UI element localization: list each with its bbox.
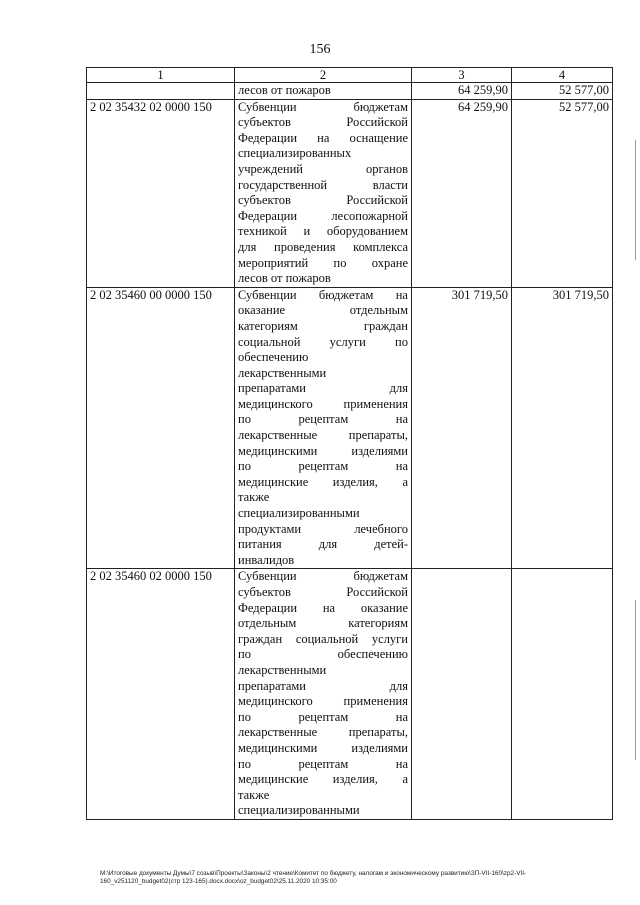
description-cell <box>235 287 412 569</box>
amount-cell-col4: 52 577,00 <box>512 83 613 100</box>
description-line: специализированными <box>238 803 360 818</box>
budget-code-cell: 2 02 35432 02 0000 150 <box>87 99 235 287</box>
description-cell <box>235 99 412 287</box>
description-line: техникой и оборудованием <box>238 224 408 239</box>
description-line: Федерации на оснащение <box>238 130 408 145</box>
description-line: инвалидов <box>238 552 295 567</box>
description-line: специализированных <box>238 146 352 161</box>
scan-edge-mark <box>635 140 636 260</box>
budget-code-cell <box>87 83 235 100</box>
description-line: лекарственными <box>238 662 327 677</box>
description-line: по рецептам на <box>238 756 408 771</box>
footer-line-2: 160_v251120_budget02(стр 123-165).docx.docx\oz_budget02\25.11.2020 10:35:00 <box>100 878 337 885</box>
budget-code-cell: 2 02 35460 02 0000 150 <box>87 569 235 820</box>
description-line: граждан социальной услуги <box>238 631 408 646</box>
description-line: Субвенции бюджетам на <box>238 287 408 302</box>
description-line: Субвенции бюджетам <box>238 99 408 114</box>
description-line: мероприятий по охране <box>238 255 408 270</box>
description-line: препаратами для <box>238 381 408 396</box>
description-line: категориям граждан <box>238 318 408 333</box>
amount-cell-col3: 64 259,90 <box>412 99 512 287</box>
description-line: медицинскими изделиями <box>238 740 408 755</box>
description-line: медицинские изделия, а <box>238 474 408 489</box>
description-line: питания для детей- <box>238 537 408 552</box>
description-line: по рецептам на <box>238 709 408 724</box>
description-line: Федерации лесопожарной <box>238 208 408 223</box>
description-line: учреждений органов <box>238 161 408 176</box>
description-line: для проведения комплекса <box>238 239 408 254</box>
table-row-continuation <box>87 83 613 100</box>
column-header-3: 3 <box>412 68 512 83</box>
description-line: по обеспечению <box>238 647 408 662</box>
amount-cell-col4: 301 719,50 <box>512 287 613 569</box>
page-number: 156 <box>309 42 331 57</box>
table-row <box>87 287 613 569</box>
amount-cell-col4 <box>512 569 613 820</box>
description-line: по рецептам на <box>238 412 408 427</box>
description-cell <box>235 83 412 100</box>
file-path-footer <box>100 870 620 886</box>
table-header-row <box>87 68 613 83</box>
description-line: лесов от пожаров <box>238 83 331 97</box>
description-cell <box>235 569 412 820</box>
budget-table <box>86 67 613 820</box>
description-line: лесов от пожаров <box>238 271 331 286</box>
description-line: субъектов Российской <box>238 585 408 599</box>
description-line: лекарственные препараты, <box>238 725 408 740</box>
description-line: субъектов Российской <box>238 193 408 208</box>
description-line: обеспечению <box>238 350 309 365</box>
column-header-2: 2 <box>235 68 412 83</box>
table-row <box>87 569 613 820</box>
column-header-1: 1 <box>87 68 235 83</box>
amount-cell-col3: 301 719,50 <box>412 287 512 569</box>
footer-line-1: М:\Итоговые документы Думы\7 созыв\Проекты\Законы\2 чтение\Комитет по бюджету, налогам и экономическому развитию\ЗП-VII-160\zp2-VII- <box>100 870 527 877</box>
description-line: Субвенции бюджетам <box>238 569 408 584</box>
description-line: специализированными <box>238 506 360 521</box>
amount-cell-col4: 52 577,00 <box>512 99 613 287</box>
description-line: отдельным категориям <box>238 616 408 631</box>
description-line: Федерации на оказание <box>238 600 408 615</box>
description-line: медицинского применения <box>238 694 408 709</box>
description-line: лекарственные препараты, <box>238 428 408 443</box>
description-line: оказание отдельным <box>238 303 408 318</box>
column-header-4: 4 <box>512 68 613 83</box>
description-line: социальной услуги по <box>238 334 408 349</box>
amount-cell-col3 <box>412 569 512 820</box>
description-line: субъектов Российской <box>238 115 408 130</box>
description-line: медицинские изделия, а <box>238 772 408 787</box>
table-row <box>87 99 613 287</box>
budget-code-cell: 2 02 35460 00 0000 150 <box>87 287 235 569</box>
description-line: также <box>238 787 270 802</box>
description-line: препаратами для <box>238 678 408 693</box>
description-line: также <box>238 490 270 505</box>
description-line: медицинского применения <box>238 396 408 411</box>
description-line: медицинскими изделиями <box>238 443 408 458</box>
description-line: продуктами лечебного <box>238 521 408 536</box>
description-line: государственной власти <box>238 177 408 192</box>
amount-cell-col3: 64 259,90 <box>412 83 512 100</box>
scan-edge-mark <box>635 600 636 760</box>
description-line: по рецептам на <box>238 459 408 474</box>
description-line: лекарственными <box>238 365 327 380</box>
